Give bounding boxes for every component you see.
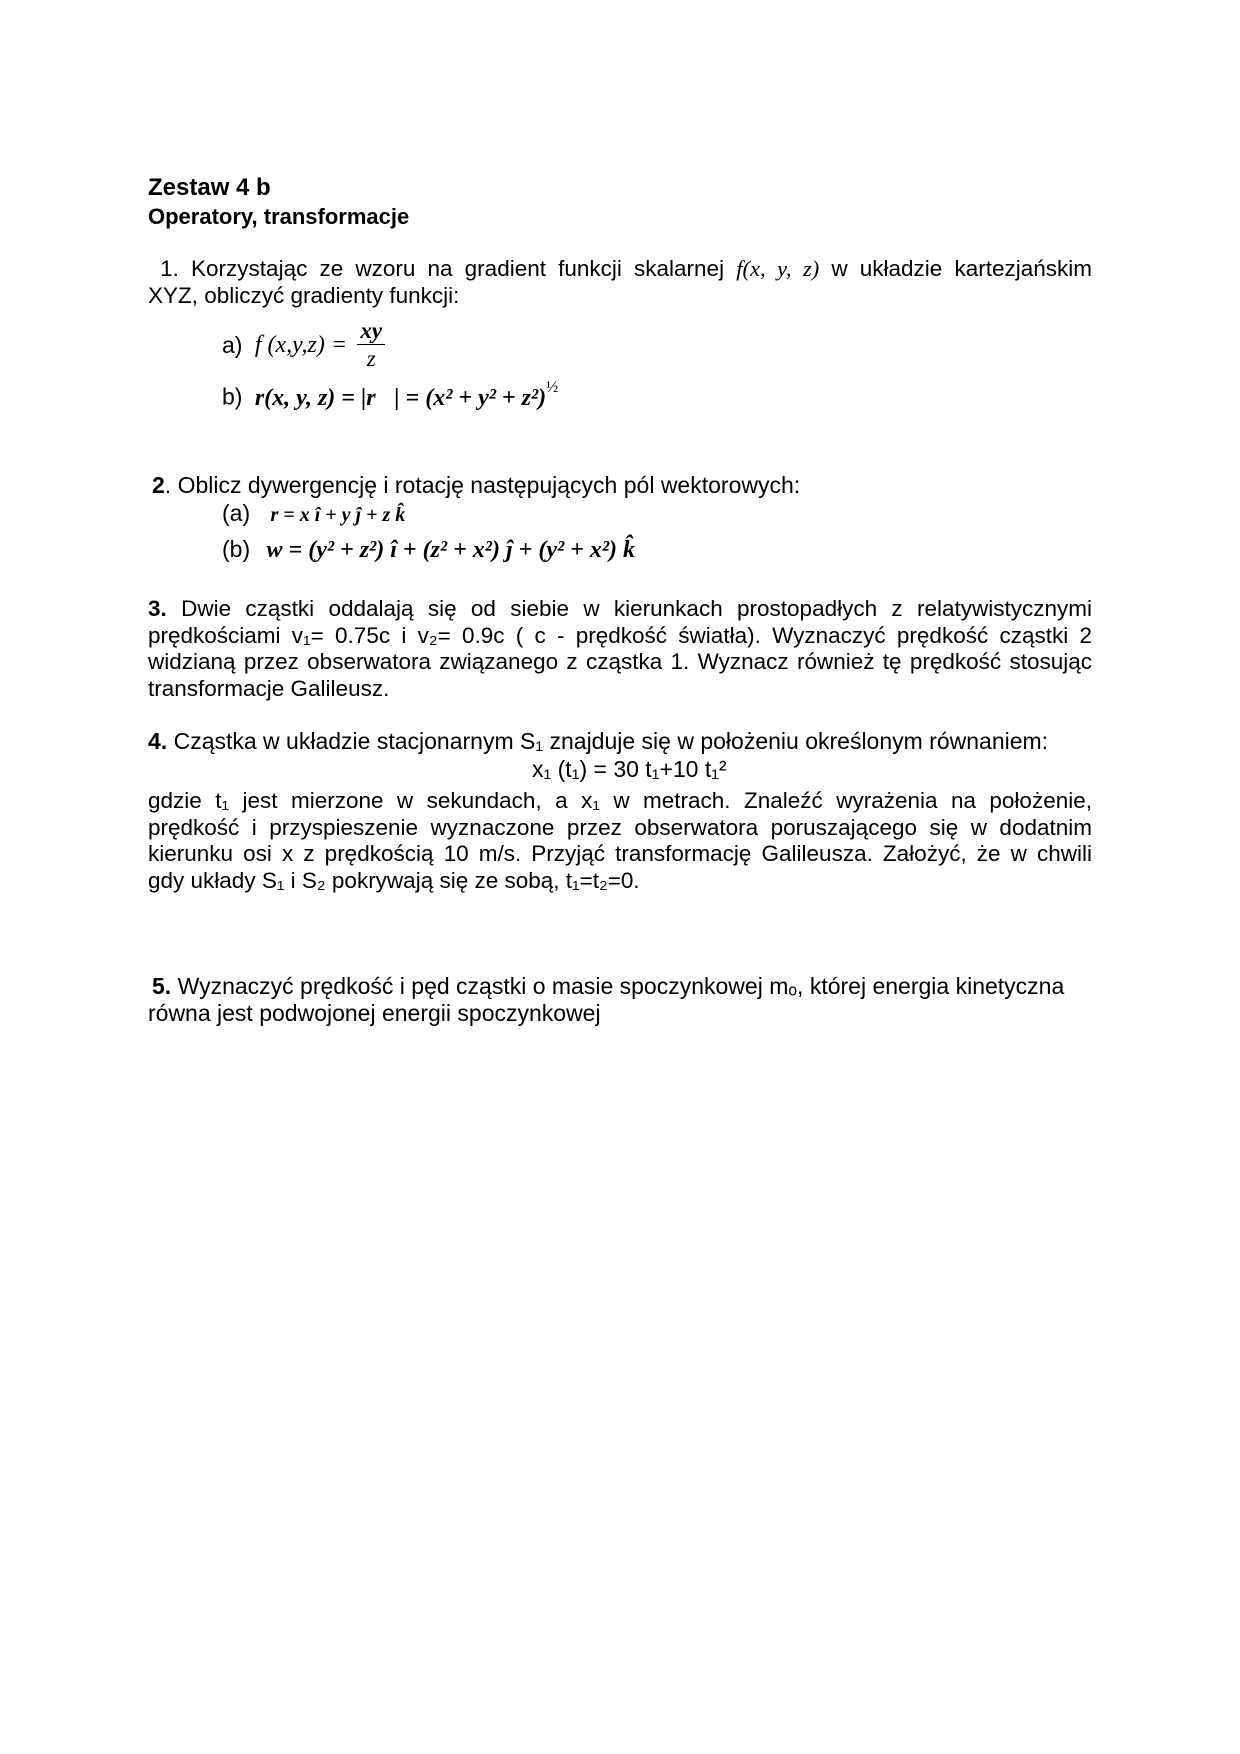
- problem-3-line-3: widzianą przez obserwatora związanego z cząstka 1. Wyznacz również tę prędkość stosując: [148, 649, 1092, 674]
- problem-2-number: 2: [152, 472, 165, 498]
- problem-2-item-a: [222, 500, 405, 527]
- item-2a-expression: r = x î + y ĵ + z k̂: [270, 504, 406, 526]
- item-a-fraction: [357, 318, 385, 373]
- problem-1-text-a: . Korzystając ze wzoru na gradient funkcji skalarnej: [172, 256, 725, 281]
- problem-5-line-1: Wyznaczyć prędkość i pęd cząstki o masie spoczynkowej mₒ, której energia kinetyczna: [177, 973, 1065, 999]
- item-a-label: a): [222, 332, 243, 358]
- problem-4-line-1: gdzie t₁ jest mierzone w sekundach, a x₁ w metrach. Znaleźć wyrażenia na położenie,: [148, 788, 1092, 813]
- problem-2-item-b: [222, 536, 635, 564]
- item-2b-label: (b): [222, 536, 251, 562]
- problem-4-intro-text: Cząstka w układzie stacjonarnym S₁ znajduje się w położeniu określonym równaniem:: [173, 728, 1049, 754]
- problem-4-intro: [148, 728, 1048, 755]
- item-2a-label: (a): [222, 500, 251, 526]
- document-subtitle: Operatory, transformacje: [148, 204, 410, 229]
- problem-1-number: 1: [160, 256, 173, 281]
- document-title: Zestaw 4 b: [148, 174, 271, 201]
- problem-3-line-1: Dwie cząstki oddalają się od siebie w kierunkach prostopadłych z relatywistycznymi: [181, 596, 1092, 621]
- problem-3-number: 3.: [148, 596, 167, 621]
- item-2b-expression: w = (y² + z²) î + (z² + x²) ĵ + (y² + x²) k̂: [266, 537, 636, 563]
- fraction-numerator: xy: [357, 318, 385, 345]
- problem-4-equation: x₁ (t₁) = 30 t₁+10 t₁²: [532, 756, 727, 782]
- item-b-expression: r(x, y, z) = |r⃗| = (x² + y² + z²): [254, 384, 547, 411]
- problem-4-line-3: kierunku osi x z prędkością 10 m/s. Przyjąć transformację Galileusza. Założyć, że w chwili: [148, 841, 1092, 866]
- problem-1-line-2: XYZ, obliczyć gradienty funkcji:: [148, 282, 460, 308]
- function-symbol: f: [736, 256, 743, 281]
- item-b-exponent: ½: [546, 379, 559, 396]
- problem-2: [152, 472, 800, 499]
- problem-1-item-a: [222, 318, 389, 373]
- problem-4-line-4: gdy układy S₁ i S₂ pokrywają się ze sobą, t₁=t₂=0.: [148, 867, 640, 893]
- problem-1: [148, 256, 1092, 309]
- problem-1-item-b: [222, 379, 559, 412]
- item-b-label: b): [222, 383, 243, 410]
- problem-3: [148, 596, 1092, 702]
- problem-4-body: [148, 788, 1092, 894]
- problem-4-number: 4.: [148, 728, 168, 754]
- fraction-denominator: z: [366, 346, 376, 371]
- item-a-lhs: f (x,y,z) =: [254, 332, 348, 358]
- problem-5-number: 5.: [152, 973, 172, 999]
- function-args: (x, y, z): [742, 256, 820, 281]
- problem-5-line-2: równa jest podwojonej energii spoczynkowej: [148, 1000, 601, 1026]
- problem-4-line-2: prędkość i przyspieszenie wyznaczone przez obserwatora poruszającego się w dodatnim: [148, 814, 1092, 840]
- problem-5: [152, 973, 1064, 1000]
- problem-3-line-4: transformacje Galileusz.: [148, 675, 390, 701]
- problem-1-text-b: w układzie kartezjańskim: [831, 256, 1092, 281]
- problem-3-line-2: prędkościami v₁= 0.75c i v₂= 0.9c ( c - prędkość światła). Wyznaczyć prędkość cząstki 2: [148, 622, 1092, 648]
- problem-2-text: . Oblicz dywergencję i rotację następujących pól wektorowych:: [164, 472, 801, 498]
